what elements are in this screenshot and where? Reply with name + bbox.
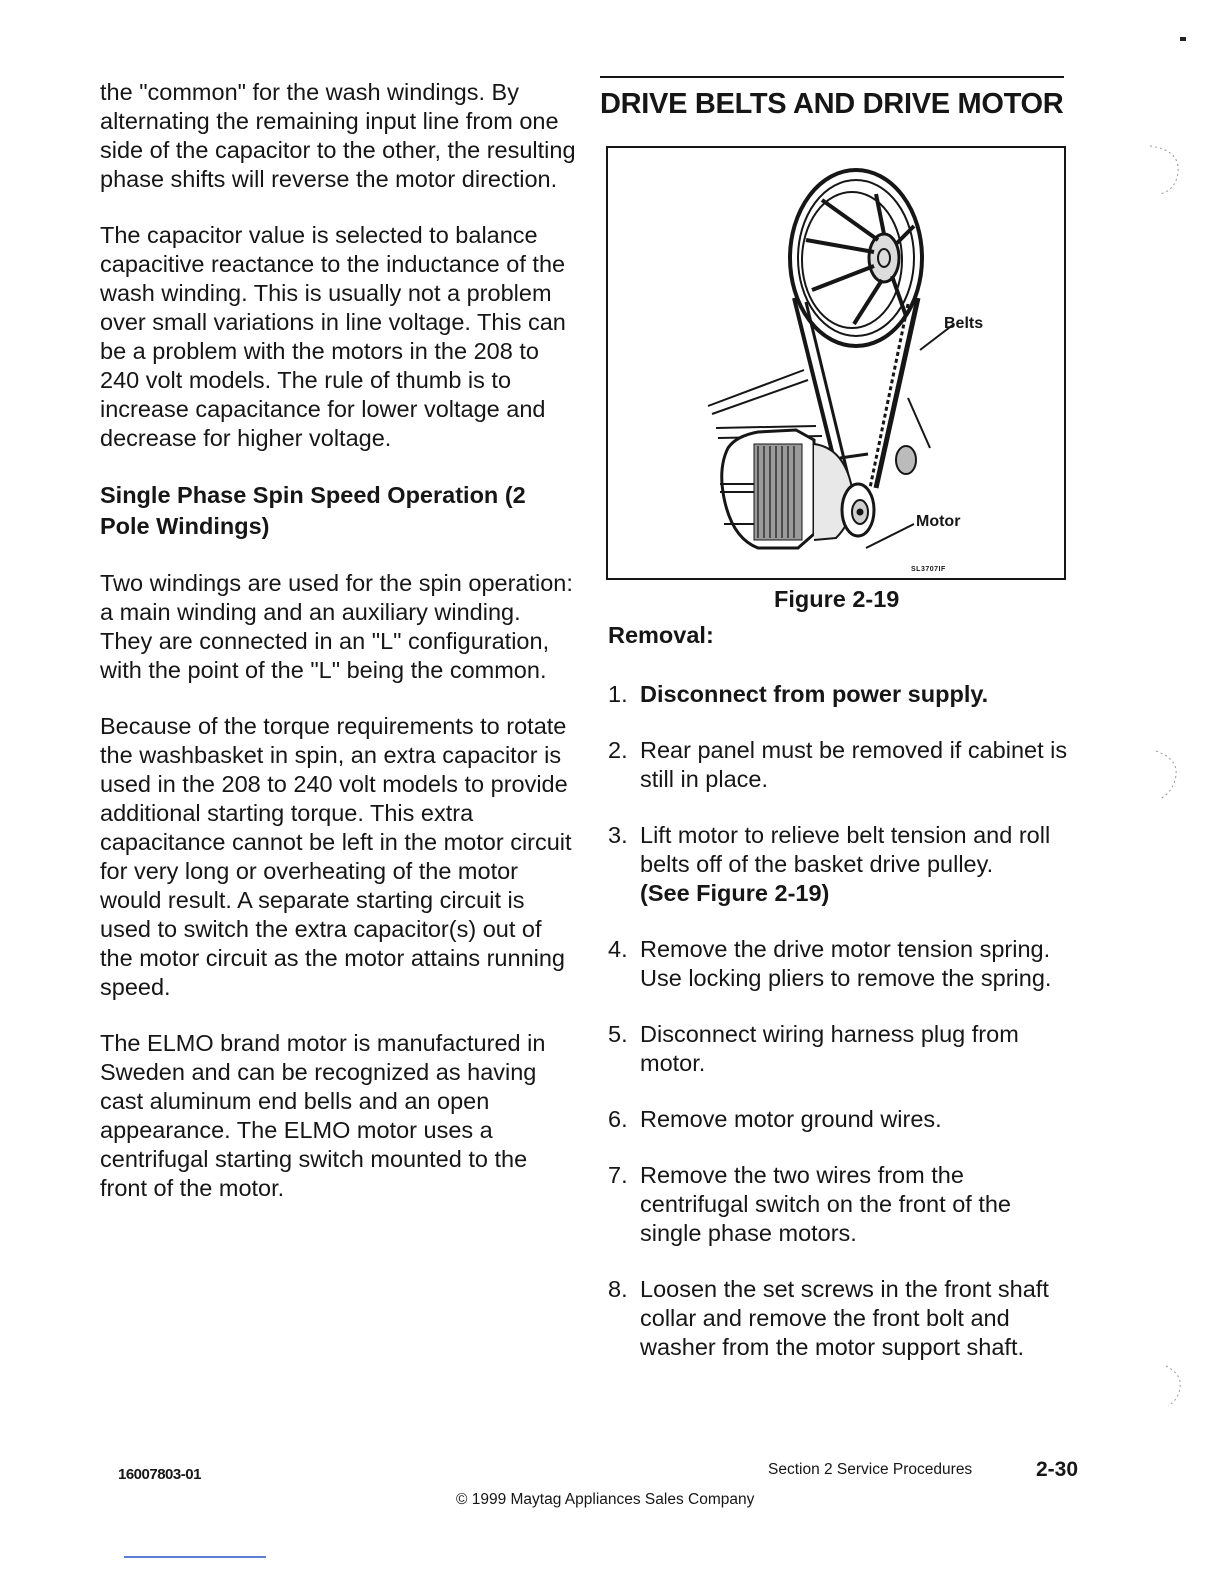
step-text-body: Lift motor to relieve belt tension and roll belts off of the basket drive pulley. [640, 822, 1051, 877]
step-item [608, 821, 1078, 908]
removal-heading: Removal: [608, 622, 714, 648]
document-number: 16007803-01 [118, 1466, 201, 1483]
step-number: 1. [608, 681, 628, 707]
step-text: Loosen the set screws in the front shaft collar and remove the front bolt and washer from the motor support shaft. [640, 1276, 1049, 1360]
step-number: 8. [608, 1276, 628, 1302]
section-rule [600, 76, 1064, 78]
step-text: Remove the two wires from the centrifugal switch on the front of the single phase motors. [640, 1162, 1011, 1246]
binder-hole-mark [1160, 1362, 1190, 1412]
binder-hole-mark [1140, 140, 1190, 200]
figure-caption: Figure 2-19 [774, 586, 900, 612]
step-number: 2. [608, 737, 628, 763]
paragraph: the "common" for the wash windings. By alternating the remaining input line from one side of the capacitor to the other, the resulting phase shifts will reverse the motor direction. [100, 79, 576, 192]
step-text-bold: Disconnect from power supply. [640, 681, 989, 707]
step-item [608, 1105, 1078, 1134]
figure-reference: (See Figure 2-19) [640, 880, 830, 906]
step-text [640, 680, 1078, 709]
copyright: © 1999 Maytag Appliances Sales Company [456, 1491, 755, 1508]
figure-label-motor: Motor [916, 513, 961, 530]
drive-assembly-illustration [608, 148, 1064, 578]
paragraph: The capacitor value is selected to balance capacitive reactance to the inductance of the wash winding. This is usually not a problem over small variations in line voltage. This can be a problem with the motors in the 208 to 240 volt models. The rule of thumb is to increase capacitance for lower voltage and decrease for higher voltage. [100, 222, 566, 451]
bottom-rule [124, 1556, 266, 1558]
step-text: Remove the drive motor tension spring. Use locking pliers to remove the spring. [640, 936, 1052, 991]
figure-label-belts: Belts [944, 315, 984, 332]
paragraph: Two windings are used for the spin operation: a main winding and an auxiliary winding. They are connected in an "L" configuration, with the point of the "L" being the common. [100, 570, 573, 683]
right-column [600, 76, 1080, 1360]
step-text [640, 821, 1078, 908]
figure-drive-belts-motor [606, 146, 1066, 580]
subheading: Single Phase Spin Speed Operation (2 Pole Windings) [100, 482, 526, 539]
step-text: Rear panel must be removed if cabinet is still in place. [640, 737, 1068, 792]
step-item [608, 1020, 1078, 1078]
figure-code: SL3707IF [911, 566, 946, 573]
left-column [100, 78, 578, 1230]
step-text: Disconnect wiring harness plug from motor. [640, 1021, 1019, 1076]
paragraph: The ELMO brand motor is manufactured in Sweden and can be recognized as having cast aluminum end bells and an open appearance. The ELMO motor uses a centrifugal starting switch mounted to the front of the motor. [100, 1030, 546, 1201]
page-number: 2-30 [1036, 1458, 1079, 1481]
step-number: 6. [608, 1106, 628, 1132]
step-number: 5. [608, 1021, 628, 1047]
step-item [608, 736, 1078, 794]
step-item [608, 1275, 1078, 1362]
footer-section: Section 2 Service Procedures [768, 1461, 973, 1478]
step-text: Remove motor ground wires. [640, 1106, 942, 1132]
step-item [608, 935, 1078, 993]
step-item [608, 1161, 1078, 1248]
step-number: 7. [608, 1162, 628, 1188]
step-item [608, 680, 1078, 709]
scan-mark [1180, 37, 1186, 41]
removal-steps [608, 680, 1078, 1389]
binder-hole-mark [1150, 745, 1190, 805]
paragraph: Because of the torque requirements to rotate the washbasket in spin, an extra capacitor is used in the 208 to 240 volt models to provide additional starting torque. This extra capacitance cannot be left in the motor circuit for very long or overheating of the motor would result. A separate starting circuit is used to switch the extra capacitor(s) out of the motor circuit as the motor attains running speed. [100, 713, 572, 1000]
step-number: 4. [608, 936, 628, 962]
section-title: DRIVE BELTS AND DRIVE MOTOR [600, 88, 1064, 120]
step-number: 3. [608, 822, 628, 848]
